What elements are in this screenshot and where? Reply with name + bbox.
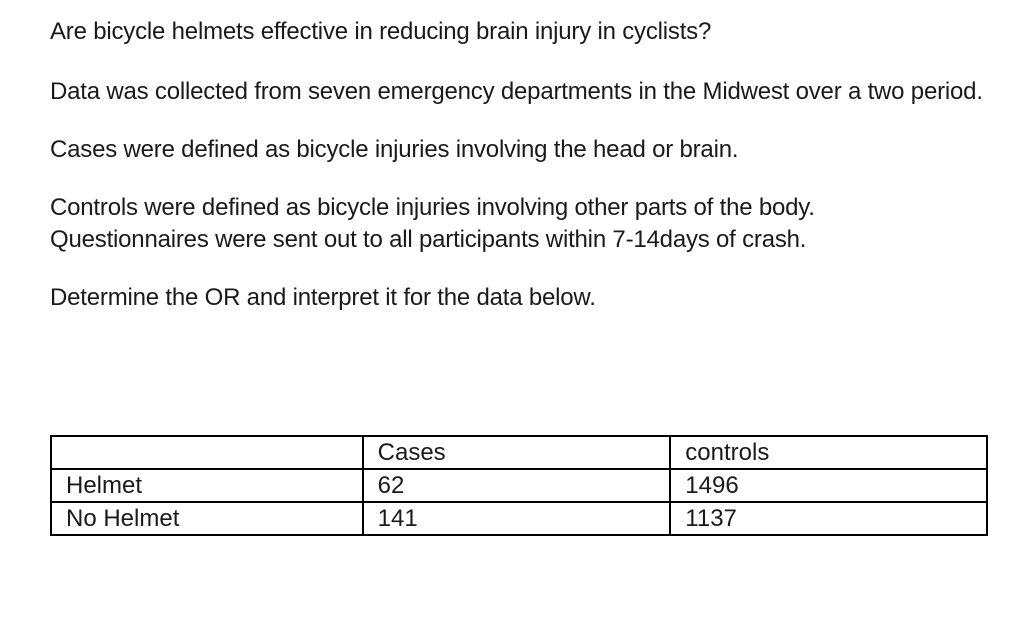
helmet-controls-cell: 1496: [670, 469, 987, 502]
table-row: [51, 469, 987, 502]
table-header-row: [51, 436, 987, 469]
no-helmet-controls-cell: 1137: [670, 502, 987, 535]
helmet-cases-cell: 62: [363, 469, 671, 502]
questionnaires-line: Questionnaires were sent out to all participants within 7-14days of crash.: [50, 226, 807, 253]
question-heading: Are bicycle helmets effective in reducing brain injury in cyclists?: [50, 18, 712, 45]
instruction-paragraph: Determine the OR and interpret it for the data below.: [50, 284, 596, 311]
controls-definition-line: Controls were defined as bicycle injuries involving other parts of the body.: [50, 194, 815, 221]
cases-definition-paragraph: Cases were defined as bicycle injuries involving the head or brain.: [50, 136, 739, 163]
row-label-no-helmet: No Helmet: [51, 502, 363, 535]
table-header-cell-cases: Cases: [363, 436, 671, 469]
row-label-helmet: Helmet: [51, 469, 363, 502]
table-header-cell-blank: [51, 436, 363, 469]
data-collection-paragraph: Data was collected from seven emergency departments in the Midwest over a two period.: [50, 78, 983, 105]
controls-paragraph: [50, 192, 1000, 256]
helmet-injury-table: [50, 435, 988, 536]
table-header-cell-controls: controls: [670, 436, 987, 469]
table-row: [51, 502, 987, 535]
no-helmet-cases-cell: 141: [363, 502, 671, 535]
question-text-block: [50, 16, 1000, 314]
